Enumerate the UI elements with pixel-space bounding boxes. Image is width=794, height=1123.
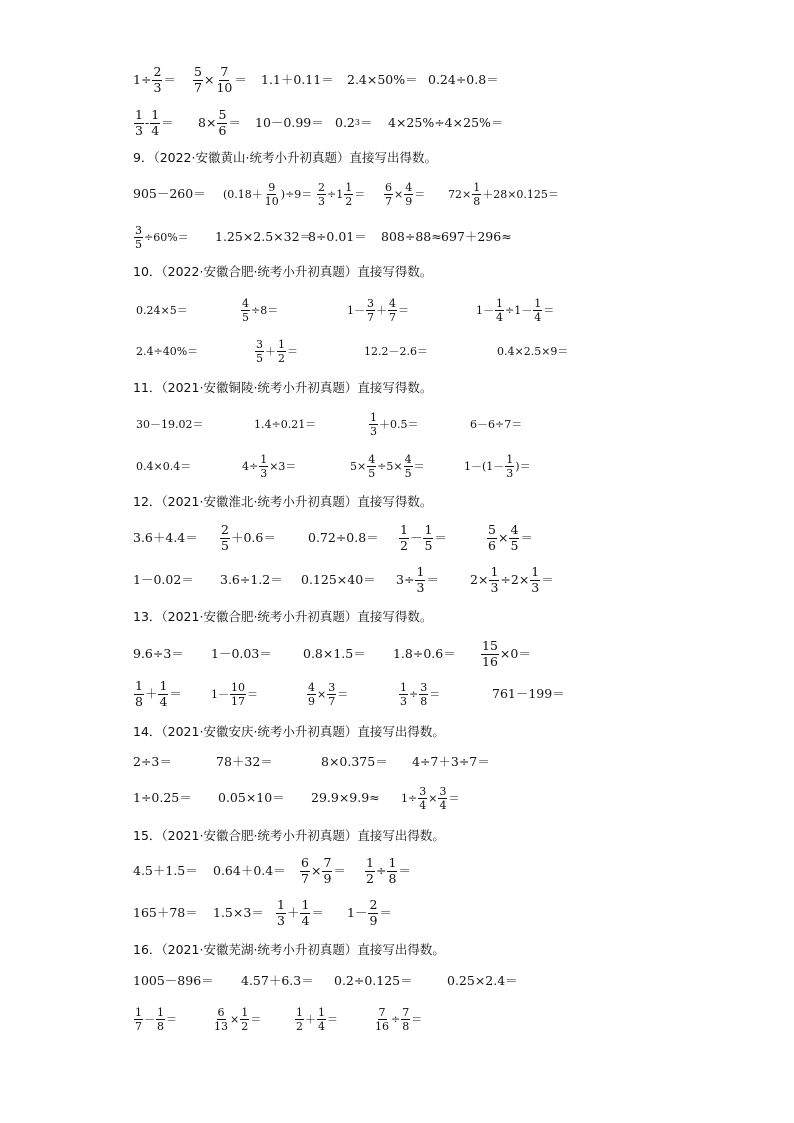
problem: 1－0.02＝ bbox=[133, 571, 194, 587]
problem: 8× $\frac{5}{6}$ ＝ bbox=[198, 107, 241, 138]
problem: $\frac{1}{8}$ ＋ $\frac{1}{4}$ ＝ bbox=[135, 678, 182, 709]
problem: 78＋32＝ bbox=[216, 753, 273, 769]
problem: 0.8×1.5＝ bbox=[303, 645, 366, 661]
problem: 0.05×10＝ bbox=[218, 789, 285, 805]
fraction: $\frac{6}{7}$ bbox=[301, 855, 309, 886]
fraction: $\frac{1}{4}$ bbox=[318, 1005, 325, 1033]
question-header: 16．（2021·安徽芜湖·统考小升初真题）直接写出得数。 bbox=[133, 942, 445, 957]
problem: 2÷3＝ bbox=[133, 753, 172, 769]
fraction: $\frac{3}{4}$ bbox=[419, 784, 427, 812]
fraction: $\frac{1}{2}$ bbox=[241, 1005, 249, 1033]
problem: $\frac{7}{16}$ ÷ $\frac{7}{8}$ ＝ bbox=[375, 1005, 423, 1033]
problem: $\frac{1}{7}$ － $\frac{1}{8}$ ＝ bbox=[135, 1005, 177, 1033]
fraction: $\frac{2}{5}$ bbox=[221, 522, 229, 553]
problem: 4÷7＋3÷7＝ bbox=[412, 753, 490, 769]
fraction: $\frac{6}{7}$ bbox=[385, 180, 392, 208]
question-header: 13．（2021·安徽合肥·统考小升初真题）直接写得数。 bbox=[133, 609, 433, 624]
fraction: $\frac{3}{8}$ bbox=[420, 680, 428, 708]
problem: 0.2 3 ＝ bbox=[335, 114, 373, 130]
problem: 4.57＋6.3＝ bbox=[241, 972, 314, 988]
problem: 3.6÷1.2＝ bbox=[220, 571, 283, 587]
problem: 30－19.02＝ bbox=[136, 417, 204, 431]
fraction: $\frac{1}{3}$ bbox=[490, 564, 499, 595]
fraction: $\frac{7}{9}$ bbox=[323, 855, 332, 886]
problem: 72× $\frac{1}{8}$ ＋28×0.125＝ bbox=[448, 180, 559, 208]
problem: $\frac{6}{7}$ × $\frac{7}{9}$ ＝ bbox=[301, 855, 346, 886]
problem: 4.5＋1.5＝ bbox=[133, 862, 198, 878]
question-header: 14．（2021·安徽安庆·统考小升初真题）直接写出得数。 bbox=[133, 724, 445, 739]
problem: $\frac{1}{3}$ ÷ $\frac{3}{8}$ ＝ bbox=[400, 680, 441, 708]
fraction: $\frac{1}{7}$ bbox=[135, 1005, 142, 1033]
fraction: $\frac{2}{3}$ bbox=[153, 64, 162, 95]
fraction: $\frac{5}{7}$ bbox=[194, 64, 202, 95]
problem: 1－ $\frac{1}{4}$ ÷1－ $\frac{1}{4}$ ＝ bbox=[476, 296, 555, 324]
fraction: $\frac{1}{2}$ bbox=[366, 855, 374, 886]
problem: $\frac{1}{2}$ － $\frac{1}{5}$ ＝ bbox=[400, 522, 447, 553]
fraction: $\frac{5}{6}$ bbox=[218, 107, 227, 138]
problem: 1－ $\frac{10}{17}$ ＝ bbox=[211, 680, 258, 708]
problem: 0.25×2.4＝ bbox=[447, 972, 518, 988]
fraction: $\frac{9}{10}$ bbox=[264, 180, 279, 208]
problem: 0.72÷0.8＝ bbox=[308, 529, 379, 545]
question-header: 12．（2021·安徽淮北·统考小升初真题）直接写得数。 bbox=[133, 494, 433, 509]
fraction: $\frac{1}{4}$ bbox=[151, 107, 160, 138]
problem: 1÷0.25＝ bbox=[133, 789, 192, 805]
problem: 1－ $\frac{3}{7}$ ＋ $\frac{4}{7}$ ＝ bbox=[347, 296, 409, 324]
problem: 1－(1－ $\frac{1}{3}$ )＝ bbox=[464, 452, 531, 480]
problem: 697＋296≈ bbox=[441, 228, 512, 244]
problem: 4÷ $\frac{1}{3}$ ×3＝ bbox=[242, 452, 297, 480]
problem: 0.4×2.5×9＝ bbox=[497, 344, 569, 358]
fraction: $\frac{4}{5}$ bbox=[404, 452, 412, 480]
fraction: $\frac{3}{4}$ bbox=[439, 784, 447, 812]
fraction: $\frac{1}{3}$ bbox=[277, 897, 285, 928]
problem: 29.9×9.9≈ bbox=[311, 789, 380, 805]
fraction: $\frac{1}{2}$ bbox=[400, 522, 408, 553]
fraction: $\frac{1}{8}$ bbox=[473, 180, 481, 208]
fraction: $\frac{1}{3}$ bbox=[531, 564, 540, 595]
question-header: 10．（2022·安徽合肥·统考小升初真题）直接写得数。 bbox=[133, 264, 433, 279]
problem: 905－260＝ bbox=[133, 185, 206, 201]
problem: $\frac{1}{2}$ ÷ $\frac{1}{8}$ ＝ bbox=[366, 855, 411, 886]
problem: 12.2－2.6＝ bbox=[364, 344, 428, 358]
fraction: $\frac{1}{8}$ bbox=[157, 1005, 164, 1033]
problem: 9.6÷3＝ bbox=[133, 645, 184, 661]
problem: 1.1＋0.11＝ bbox=[261, 71, 334, 87]
problem: 1－ $\frac{2}{9}$ ＝ bbox=[347, 897, 392, 928]
problem: 2× $\frac{1}{3}$ ÷2× $\frac{1}{3}$ ＝ bbox=[470, 564, 554, 595]
problem: 1.25×2.5×32＝ bbox=[215, 228, 313, 244]
fraction: $\frac{4}{5}$ bbox=[242, 296, 249, 324]
problem: 761－199＝ bbox=[492, 685, 565, 701]
problem: $\frac{3}{5}$ ÷60%＝ bbox=[135, 223, 189, 251]
fraction: $\frac{3}{7}$ bbox=[328, 680, 336, 708]
problem: 10－0.99＝ bbox=[255, 114, 324, 130]
fraction: $\frac{7}{8}$ bbox=[402, 1005, 410, 1033]
question-header: 15．（2021·安徽合肥·统考小升初真题）直接写出得数。 bbox=[133, 828, 445, 843]
problem: $\frac{6}{7}$ × $\frac{4}{9}$ ＝ bbox=[385, 180, 426, 208]
problem: $\frac{3}{5}$ ＋ $\frac{1}{2}$ ＝ bbox=[256, 337, 298, 365]
fraction: $\frac{1}{3}$ bbox=[370, 410, 377, 438]
problem: 0.4×0.4＝ bbox=[136, 459, 192, 473]
problem: 8×0.375＝ bbox=[321, 753, 388, 769]
problem: 4×25%÷4×25%＝ bbox=[388, 114, 504, 130]
fraction: $\frac{3}{5}$ bbox=[256, 337, 263, 365]
problem: 0.125×40＝ bbox=[301, 571, 376, 587]
fraction: $\frac{1}{4}$ bbox=[534, 296, 542, 324]
fraction: $\frac{10}{17}$ bbox=[231, 680, 245, 708]
problem: 808÷88≈ bbox=[381, 228, 442, 244]
fraction: $\frac{1}{4}$ bbox=[159, 678, 168, 709]
problem: $\frac{2}{3}$ ÷1 $\frac{1}{2}$ ＝ bbox=[318, 180, 366, 208]
question-header: 9．（2022·安徽黄山·统考小升初真题）直接写出得数。 bbox=[133, 150, 437, 165]
problem: 5× $\frac{4}{5}$ ÷5× $\frac{4}{5}$ ＝ bbox=[350, 452, 425, 480]
problem: $\frac{6}{13}$ × $\frac{1}{2}$ ＝ bbox=[214, 1005, 262, 1033]
problem: $\frac{1}{3}$ - $\frac{1}{4}$ ＝ bbox=[135, 107, 174, 138]
fraction: $\frac{1}{4}$ bbox=[496, 296, 503, 324]
problem: $\frac{5}{6}$ × $\frac{4}{5}$ ＝ bbox=[488, 522, 533, 553]
problem: $\frac{5}{7}$ × $\frac{7}{10}$ ＝ bbox=[194, 64, 247, 95]
problem: (0.18＋ $\frac{9}{10}$ )÷9＝ bbox=[223, 180, 313, 208]
fraction: $\frac{7}{16}$ bbox=[375, 1005, 389, 1033]
problem: 1.4÷0.21＝ bbox=[254, 417, 317, 431]
fraction: $\frac{3}{5}$ bbox=[135, 223, 142, 251]
fraction: $\frac{2}{9}$ bbox=[369, 897, 378, 928]
problem: 1－0.03＝ bbox=[211, 645, 272, 661]
problem: 0.24×5＝ bbox=[136, 303, 188, 317]
problem: 2.4×50%＝ bbox=[347, 71, 418, 87]
problem: 0.64＋0.4＝ bbox=[213, 862, 286, 878]
fraction: $\frac{1}{3}$ bbox=[400, 680, 407, 708]
fraction: $\frac{4}{9}$ bbox=[405, 180, 413, 208]
problem: $\frac{1}{3}$ ＋ $\frac{1}{4}$ ＝ bbox=[277, 897, 324, 928]
problem: 1.8÷0.6＝ bbox=[393, 645, 456, 661]
fraction: $\frac{4}{7}$ bbox=[389, 296, 396, 324]
fraction: $\frac{1}{5}$ bbox=[424, 522, 433, 553]
fraction: $\frac{1}{8}$ bbox=[135, 678, 143, 709]
problem: 8÷0.01＝ bbox=[308, 228, 367, 244]
fraction: $\frac{4}{5}$ bbox=[510, 522, 519, 553]
problem: $\frac{4}{5}$ ÷8＝ bbox=[242, 296, 279, 324]
fraction: $\frac{1}{3}$ bbox=[506, 452, 514, 480]
problem: $\frac{15}{16}$ ×0＝ bbox=[482, 638, 531, 669]
fraction: $\frac{4}{9}$ bbox=[308, 680, 315, 708]
question-header: 11．（2021·安徽铜陵·统考小升初真题）直接写得数。 bbox=[133, 380, 433, 395]
fraction: $\frac{1}{3}$ bbox=[416, 564, 425, 595]
fraction: $\frac{1}{4}$ bbox=[301, 897, 310, 928]
problem: 3.6＋4.4＝ bbox=[133, 529, 198, 545]
problem: 1005－896＝ bbox=[133, 972, 214, 988]
fraction: $\frac{2}{3}$ bbox=[318, 180, 325, 208]
fraction: $\frac{1}{2}$ bbox=[345, 180, 353, 208]
fraction: $\frac{7}{10}$ bbox=[216, 64, 233, 95]
problem: 0.24÷0.8＝ bbox=[428, 71, 499, 87]
problem: $\frac{1}{2}$ ＋ $\frac{1}{4}$ ＝ bbox=[296, 1005, 338, 1033]
problem: 1.5×3＝ bbox=[213, 904, 264, 920]
fraction: $\frac{1}{2}$ bbox=[296, 1005, 303, 1033]
problem: 2.4÷40%＝ bbox=[136, 344, 199, 358]
problem: $\frac{4}{9}$ × $\frac{3}{7}$ ＝ bbox=[308, 680, 349, 708]
fraction: $\frac{6}{13}$ bbox=[214, 1005, 228, 1033]
problem: $\frac{1}{3}$ ＋0.5＝ bbox=[370, 410, 419, 438]
problem: 1÷ $\frac{2}{3}$ ＝ bbox=[133, 64, 176, 95]
fraction: $\frac{1}{8}$ bbox=[388, 855, 397, 886]
fraction: $\frac{1}{3}$ bbox=[135, 107, 143, 138]
problem: $\frac{2}{5}$ ＋0.6＝ bbox=[221, 522, 276, 553]
fraction: $\frac{1}{3}$ bbox=[260, 452, 268, 480]
fraction: $\frac{1}{2}$ bbox=[278, 337, 285, 365]
fraction: $\frac{3}{7}$ bbox=[367, 296, 374, 324]
problem: 0.2÷0.125＝ bbox=[334, 972, 413, 988]
problem: 3÷ $\frac{1}{3}$ ＝ bbox=[396, 564, 439, 595]
fraction: $\frac{5}{6}$ bbox=[488, 522, 496, 553]
fraction: $\frac{4}{5}$ bbox=[368, 452, 376, 480]
problem: 1÷ $\frac{3}{4}$ × $\frac{3}{4}$ ＝ bbox=[401, 784, 460, 812]
problem: 6－6÷7＝ bbox=[470, 417, 523, 431]
problem: 165＋78＝ bbox=[133, 904, 198, 920]
fraction: $\frac{15}{16}$ bbox=[482, 638, 498, 669]
